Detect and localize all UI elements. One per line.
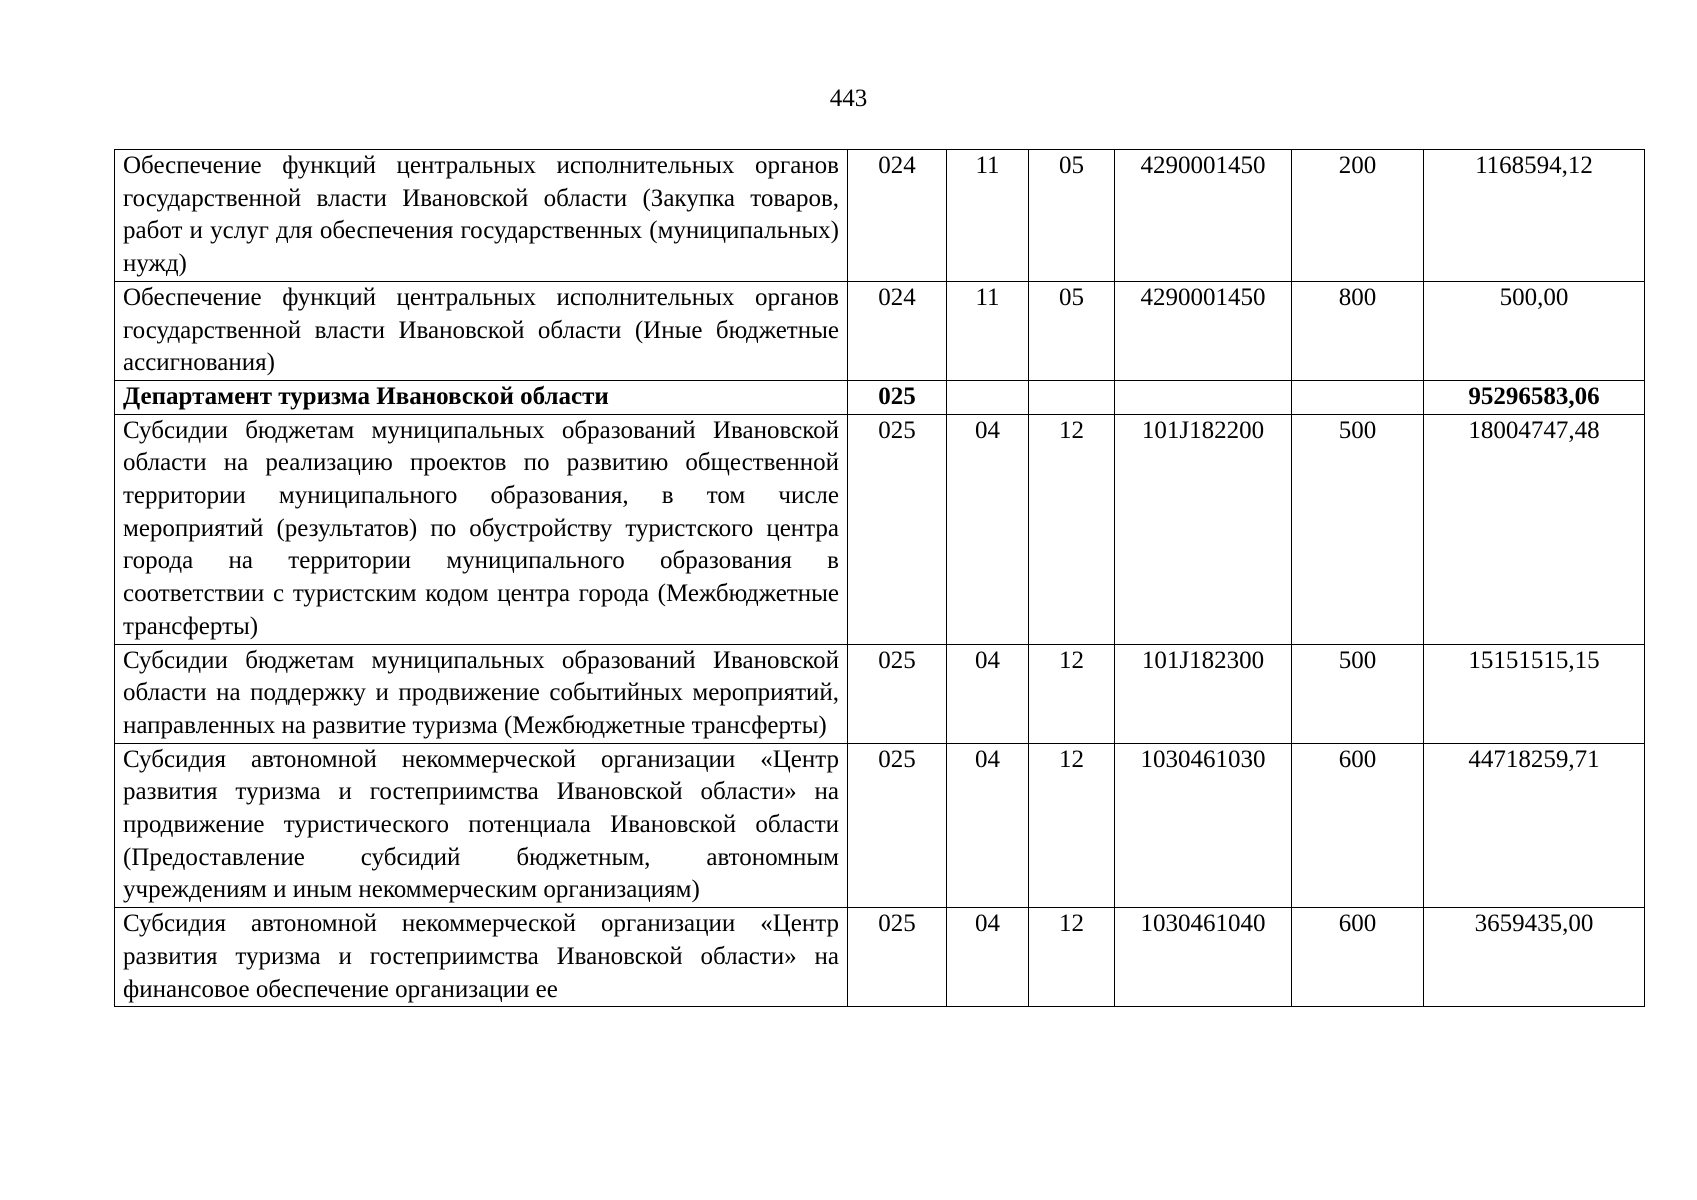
row-expense-code: 600	[1292, 743, 1424, 908]
row-section-code: 04	[947, 644, 1029, 743]
row-subsection-code: 12	[1029, 644, 1115, 743]
row-amount: 500,00	[1424, 281, 1645, 380]
department-name: Департамент туризма Ивановской области	[115, 380, 848, 414]
page-number: 443	[829, 85, 868, 112]
row-expense-code: 800	[1292, 281, 1424, 380]
row-subsection-code: 12	[1029, 414, 1115, 644]
row-subsection-code: 05	[1029, 281, 1115, 380]
row-section-code: 11	[947, 150, 1029, 282]
row-section-code: 04	[947, 743, 1029, 908]
row-section-code	[947, 380, 1029, 414]
row-name: Субсидии бюджетам муниципальных образований Ивановской области на реализацию проектов по развитию общественной территории муниципального образования, в том числе мероприятий (результатов) по обустройству туристского центра города на территории муниципального образования в соответствии с туристским кодом центра города (Межбюджетные трансферты)	[115, 414, 848, 644]
row-target-code: 101J182300	[1115, 644, 1292, 743]
table-row	[115, 281, 1645, 380]
row-amount: 44718259,71	[1424, 743, 1645, 908]
row-ministry-code: 024	[848, 281, 947, 380]
row-expense-code	[1292, 380, 1424, 414]
row-name: Субсидия автономной некоммерческой организации «Центр развития туризма и гостеприимства Ивановской области» на финансовое обеспечение организации ее	[123, 910, 839, 1003]
row-ministry-code: 025	[848, 908, 947, 1007]
row-name: Обеспечение функций центральных исполнительных органов государственной власти Ивановской области (Закупка товаров, работ и услуг для обеспечения государственных (муниципальных) нужд)	[115, 150, 848, 282]
row-ministry-code: 025	[848, 743, 947, 908]
row-target-code: 4290001450	[1115, 281, 1292, 380]
row-expense-code: 200	[1292, 150, 1424, 282]
row-ministry-code: 025	[848, 414, 947, 644]
row-section-code: 11	[947, 281, 1029, 380]
department-total-amount: 95296583,06	[1424, 380, 1645, 414]
row-expense-code: 500	[1292, 414, 1424, 644]
row-name-truncated	[115, 908, 848, 1007]
table-row	[115, 414, 1645, 644]
department-row	[115, 380, 1645, 414]
budget-table	[114, 149, 1645, 1007]
row-ministry-code: 024	[848, 150, 947, 282]
department-ministry-code: 025	[848, 380, 947, 414]
row-target-code: 4290001450	[1115, 150, 1292, 282]
row-subsection-code	[1029, 380, 1115, 414]
row-name: Субсидия автономной некоммерческой организации «Центр развития туризма и гостеприимства Ивановской области» на продвижение туристического потенциала Ивановской области (Предоставление субсидий бюджетным, автономным учреждениям и иным некоммерческим организациям)	[115, 743, 848, 908]
row-amount: 15151515,15	[1424, 644, 1645, 743]
row-subsection-code: 12	[1029, 743, 1115, 908]
row-subsection-code: 05	[1029, 150, 1115, 282]
row-amount: 18004747,48	[1424, 414, 1645, 644]
row-subsection-code: 12	[1029, 908, 1115, 1007]
row-section-code: 04	[947, 414, 1029, 644]
row-amount: 3659435,00	[1424, 908, 1645, 1007]
row-section-code: 04	[947, 908, 1029, 1007]
row-amount: 1168594,12	[1424, 150, 1645, 282]
row-expense-code: 500	[1292, 644, 1424, 743]
table-row	[115, 150, 1645, 282]
row-target-code	[1115, 380, 1292, 414]
row-target-code: 1030461040	[1115, 908, 1292, 1007]
table-row	[115, 743, 1645, 908]
row-ministry-code: 025	[848, 644, 947, 743]
row-target-code: 101J182200	[1115, 414, 1292, 644]
table-row	[115, 908, 1645, 1007]
table-row	[115, 644, 1645, 743]
row-expense-code: 600	[1292, 908, 1424, 1007]
row-name: Субсидии бюджетам муниципальных образований Ивановской области на поддержку и продвижение событийных мероприятий, направленных на развитие туризма (Межбюджетные трансферты)	[115, 644, 848, 743]
row-name: Обеспечение функций центральных исполнительных органов государственной власти Ивановской области (Иные бюджетные ассигнования)	[115, 281, 848, 380]
row-target-code: 1030461030	[1115, 743, 1292, 908]
